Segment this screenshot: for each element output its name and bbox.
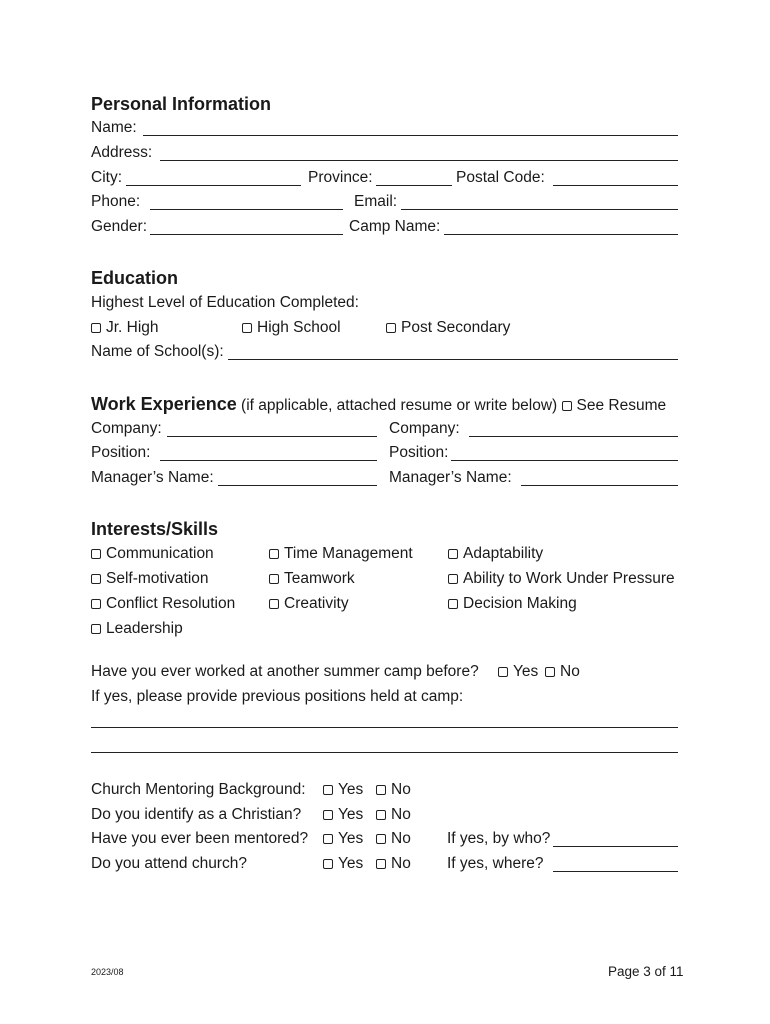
checkbox-icon[interactable] xyxy=(323,834,333,844)
checkbox-icon[interactable] xyxy=(91,323,101,333)
checkbox-icon[interactable] xyxy=(376,785,386,795)
skill-decision-making[interactable]: Decision Making xyxy=(448,594,577,614)
checkbox-icon[interactable] xyxy=(386,323,396,333)
camp-name-field[interactable] xyxy=(444,234,678,235)
checkbox-icon[interactable] xyxy=(269,574,279,584)
manager-field-2[interactable] xyxy=(521,485,678,486)
attend-no-option[interactable]: No xyxy=(376,854,411,874)
checkbox-icon[interactable] xyxy=(91,624,101,634)
church-q-attend: Do you attend church? xyxy=(91,855,247,872)
camp-question: Have you ever worked at another summer camp before? xyxy=(91,663,479,680)
postal-code-field[interactable] xyxy=(553,185,678,186)
company-label-1: Company: xyxy=(91,420,162,437)
skill-pressure[interactable]: Ability to Work Under Pressure xyxy=(448,569,675,589)
mentored-no-option[interactable]: No xyxy=(376,829,411,849)
option-high-school[interactable]: High School xyxy=(242,318,341,338)
camp-positions-line-1[interactable] xyxy=(91,727,678,728)
mentored-yes-option[interactable]: Yes xyxy=(323,829,363,849)
city-field[interactable] xyxy=(126,185,301,186)
church-q-mentored: Have you ever been mentored? xyxy=(91,830,309,847)
checkbox-icon[interactable] xyxy=(545,667,555,677)
highest-education-label: Highest Level of Education Completed: xyxy=(91,294,359,311)
position-field-2[interactable] xyxy=(451,460,678,461)
name-field[interactable] xyxy=(143,135,678,136)
checkbox-icon[interactable] xyxy=(376,810,386,820)
checkbox-icon[interactable] xyxy=(269,599,279,609)
checkbox-icon[interactable] xyxy=(242,323,252,333)
section-heading-education: Education xyxy=(91,268,179,288)
see-resume-option[interactable]: See Resume xyxy=(562,397,667,414)
company-label-2: Company: xyxy=(389,420,460,437)
phone-field[interactable] xyxy=(150,209,343,210)
skill-adaptability[interactable]: Adaptability xyxy=(448,544,543,564)
option-jr-high[interactable]: Jr. High xyxy=(91,318,159,338)
camp-positions-line-2[interactable] xyxy=(91,752,678,753)
checkbox-icon[interactable] xyxy=(323,859,333,869)
skill-time-management[interactable]: Time Management xyxy=(269,544,413,564)
postal-code-label: Postal Code: xyxy=(456,169,545,186)
camp-name-label: Camp Name: xyxy=(349,218,441,235)
checkbox-icon[interactable] xyxy=(91,599,101,609)
camp-yes-option[interactable]: Yes xyxy=(498,662,538,682)
address-label: Address: xyxy=(91,144,153,161)
work-note: (if applicable, attached resume or write below) xyxy=(241,397,558,414)
church-q-background: Church Mentoring Background: xyxy=(91,781,306,798)
manager-label-1: Manager’s Name: xyxy=(91,469,214,486)
page-number: Page 3 of 11 xyxy=(608,964,684,979)
checkbox-icon[interactable] xyxy=(376,834,386,844)
section-heading-work: Work Experience xyxy=(91,394,237,414)
checkbox-icon[interactable] xyxy=(498,667,508,677)
checkbox-icon[interactable] xyxy=(562,401,572,411)
church-q-christian: Do you identify as a Christian? xyxy=(91,806,302,823)
gender-field[interactable] xyxy=(150,234,343,235)
option-post-secondary[interactable]: Post Secondary xyxy=(386,318,510,338)
school-name-field[interactable] xyxy=(228,359,678,360)
attend-where-field[interactable] xyxy=(553,871,678,872)
christian-yes-option[interactable]: Yes xyxy=(323,805,363,825)
skill-leadership[interactable]: Leadership xyxy=(91,619,183,639)
skill-creativity[interactable]: Creativity xyxy=(269,594,349,614)
province-field[interactable] xyxy=(376,185,452,186)
skill-self-motivation[interactable]: Self-motivation xyxy=(91,569,209,589)
mentored-by-field[interactable] xyxy=(553,846,678,847)
email-field[interactable] xyxy=(401,209,678,210)
checkbox-icon[interactable] xyxy=(448,574,458,584)
position-label-2: Position: xyxy=(389,444,449,461)
christian-no-option[interactable]: No xyxy=(376,805,411,825)
section-heading-personal: Personal Information xyxy=(91,94,272,114)
manager-label-2: Manager’s Name: xyxy=(389,469,512,486)
company-field-2[interactable] xyxy=(469,436,678,437)
skill-communication[interactable]: Communication xyxy=(91,544,214,564)
manager-field-1[interactable] xyxy=(218,485,377,486)
address-field[interactable] xyxy=(160,160,678,161)
phone-label: Phone: xyxy=(91,193,141,210)
position-label-1: Position: xyxy=(91,444,151,461)
checkbox-icon[interactable] xyxy=(448,549,458,559)
work-heading-row xyxy=(91,392,666,416)
checkbox-icon[interactable] xyxy=(448,599,458,609)
checkbox-icon[interactable] xyxy=(323,810,333,820)
skill-conflict-resolution[interactable]: Conflict Resolution xyxy=(91,594,235,614)
email-label: Email: xyxy=(354,193,398,210)
checkbox-icon[interactable] xyxy=(91,549,101,559)
gender-label: Gender: xyxy=(91,218,148,235)
position-field-1[interactable] xyxy=(160,460,377,461)
skill-teamwork[interactable]: Teamwork xyxy=(269,569,355,589)
city-label: City: xyxy=(91,169,122,186)
footer-date: 2023/08 xyxy=(91,967,124,977)
school-name-label: Name of School(s): xyxy=(91,343,224,360)
camp-no-option[interactable]: No xyxy=(545,662,580,682)
camp-followup-label: If yes, please provide previous positions held at camp: xyxy=(91,688,464,705)
church-no-option[interactable]: No xyxy=(376,780,411,800)
checkbox-icon[interactable] xyxy=(269,549,279,559)
section-heading-skills: Interests/Skills xyxy=(91,519,219,539)
checkbox-icon[interactable] xyxy=(376,859,386,869)
mentored-followup-label: If yes, by who? xyxy=(447,830,551,847)
province-label: Province: xyxy=(308,169,373,186)
attend-followup-label: If yes, where? xyxy=(447,855,544,872)
company-field-1[interactable] xyxy=(167,436,377,437)
checkbox-icon[interactable] xyxy=(91,574,101,584)
attend-yes-option[interactable]: Yes xyxy=(323,854,363,874)
name-label: Name: xyxy=(91,119,137,136)
church-yes-option[interactable]: Yes xyxy=(323,780,363,800)
checkbox-icon[interactable] xyxy=(323,785,333,795)
